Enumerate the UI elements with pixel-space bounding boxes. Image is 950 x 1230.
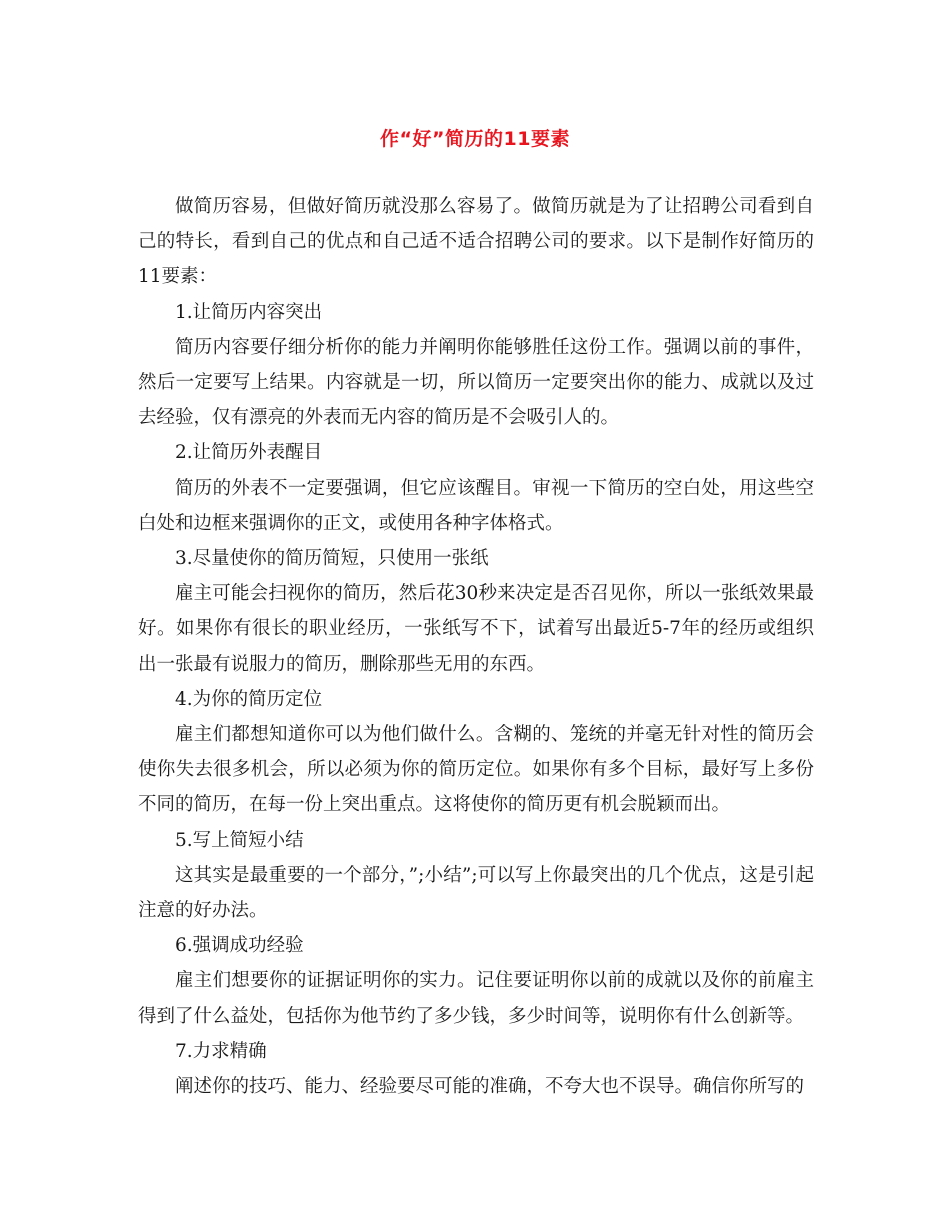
section-body-2: 简历的外表不一定要强调，但它应该醒目。审视一下简历的空白处，用这些空白处和边框来强调你的正文，或使用各种字体格式。	[138, 477, 814, 534]
document-body	[138, 189, 814, 1104]
section-body-1: 简历内容要仔细分析你的能力并阐明你能够胜任这份工作。强调以前的事件，然后一定要写上结果。内容就是一切，所以简历一定要突出你的能力、成就以及过去经验，仅有漂亮的外表而无内容的简历是不会吸引人的。	[138, 336, 814, 429]
section-heading-5: 5.写上简短小结	[175, 829, 304, 851]
section-heading-1: 1.让简历内容突出	[175, 301, 323, 323]
section-body-6: 雇主们想要你的证据证明你的实力。记住要证明你以前的成就以及你的前雇主得到了什么益处，包括你为他节约了多少钱，多少时间等，说明你有什么创新等。	[138, 970, 814, 1027]
section-heading-6: 6.强调成功经验	[175, 935, 304, 957]
section-heading-4: 4.为你的简历定位	[175, 688, 323, 710]
intro-paragraph: 做简历容易，但做好简历就没那么容易了。做简历就是为了让招聘公司看到自己的特长，看到自己的优点和自己适不适合招聘公司的要求。以下是制作好简历的11要素：	[138, 196, 814, 288]
section-heading-7: 7.力求精确	[175, 1040, 267, 1062]
section-body-7: 阐述你的技巧、能力、经验要尽可能的准确，不夸大也不误导。确信你所写的	[175, 1076, 805, 1098]
document-title: 作“好”简历的11要素	[380, 128, 570, 150]
section-body-3: 雇主可能会扫视你的简历，然后花30秒来决定是否召见你，所以一张纸效果最好。如果你有很长的职业经历，一张纸写不下，试着写出最近5-7年的经历或组织出一张最有说服力的简历，删除那些无用的东西。	[138, 583, 814, 675]
section-body-4: 雇主们都想知道你可以为他们做什么。含糊的、笼统的并毫无针对性的简历会使你失去很多机会，所以必须为你的简历定位。如果你有多个目标，最好写上多份不同的简历，在每一份上突出重点。这将使你的简历更有机会脱颖而出。	[138, 724, 814, 816]
section-heading-2: 2.让简历外表醒目	[175, 442, 323, 464]
section-body-5: 这其实是最重要的一个部分，”;小结”;可以写上你最突出的几个优点，这是引起注意的好办法。	[138, 864, 814, 922]
section-heading-3: 3.尽量使你的简历简短，只使用一张纸	[175, 548, 489, 570]
